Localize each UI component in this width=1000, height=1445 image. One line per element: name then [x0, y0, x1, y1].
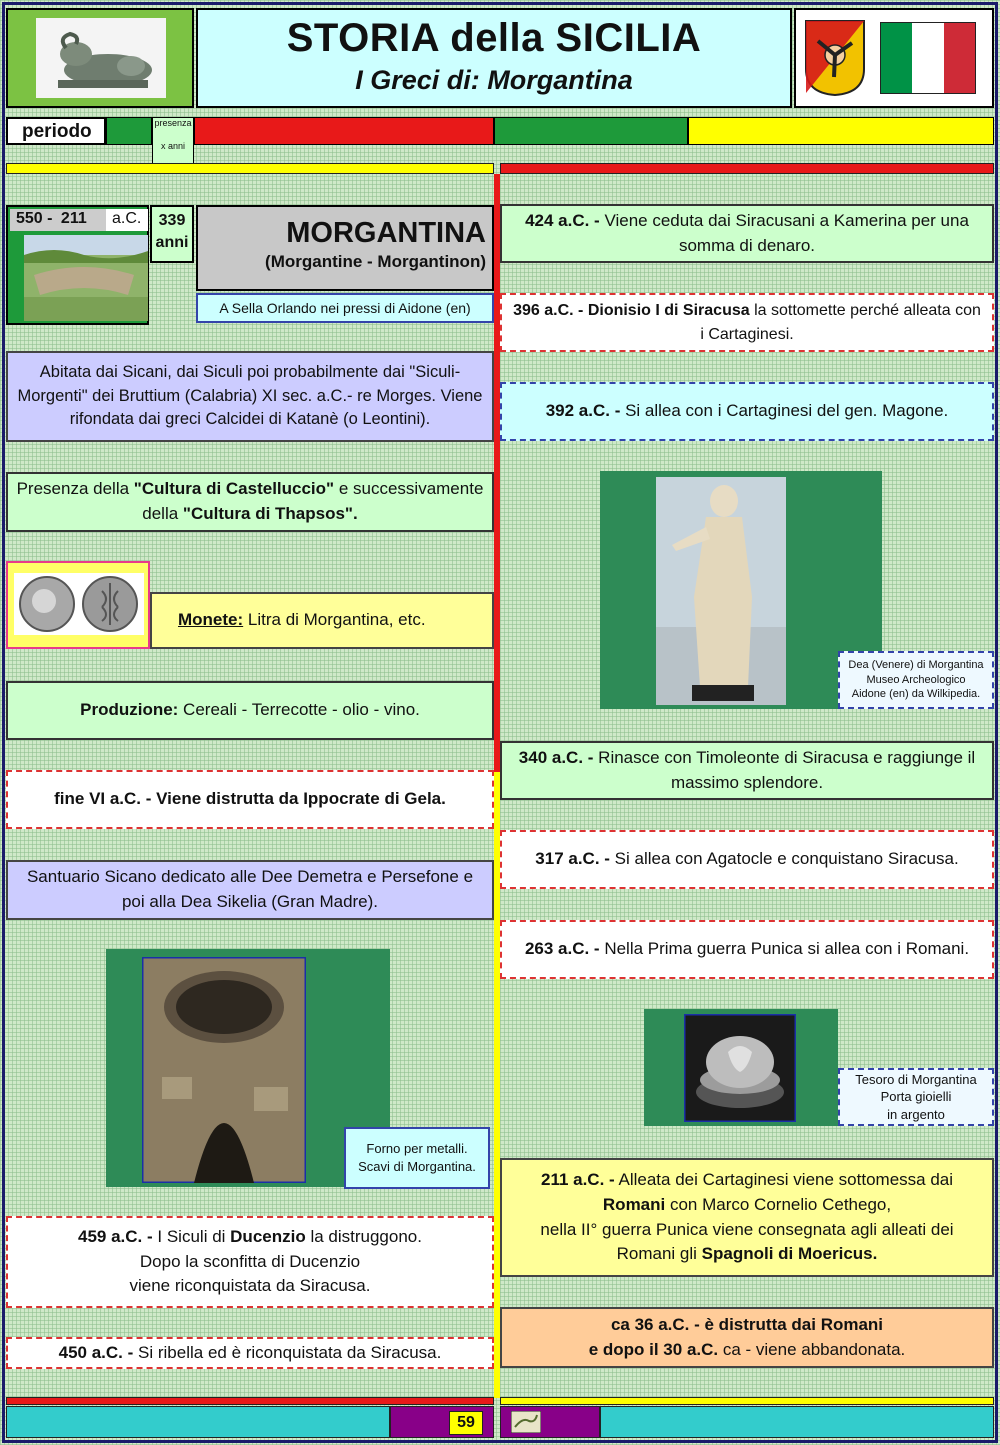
event-263-date: 263 a.C. -: [524, 939, 600, 959]
event-263-text: Nella Prima guerra Punica si allea con i Romani.: [599, 939, 970, 959]
footer-right-purple-bar: [500, 1406, 600, 1438]
periodo-label: periodo: [6, 117, 106, 145]
production-box: [6, 681, 494, 740]
period-bar-green: [106, 117, 152, 145]
event-459-date: 459 a.C. -: [78, 1227, 153, 1247]
culture-text-3: e successivamente della: [142, 479, 484, 523]
site-duration: [150, 205, 194, 263]
presenza-label: presenza: [154, 118, 192, 128]
site-name-panel: [196, 205, 494, 291]
event-459-text-c: la distruggono.: [305, 1227, 422, 1247]
event-211-text-d: nella II° guerra Punica viene consegnata agli alleati dei Romani gli: [540, 1219, 954, 1264]
event-392-text: Si allea con i Cartaginesi del gen. Magone.: [620, 401, 949, 421]
event-459-text-a: I Siculi di: [152, 1227, 231, 1247]
event-211-date: 211 a.C. -: [540, 1170, 615, 1190]
event-317-box: [500, 830, 994, 889]
event-392-box: [500, 382, 994, 441]
site-year-from: 550 -: [16, 210, 53, 227]
treasure-image-panel: [644, 1009, 838, 1126]
event-340-date: 340 a.C. -: [518, 747, 594, 767]
statue-caption-line-3: Aidone (en) da Wilkipedia.: [851, 688, 981, 701]
period-bar-yellow: [688, 117, 994, 145]
map-thumbnail-icon: [511, 1411, 541, 1433]
event-396-date: 396 a.C. - Dionisio I di Siracusa: [513, 302, 750, 320]
site-alt-names: (Morgantine - Morgantinon): [265, 252, 486, 271]
furnace-caption-line-1: Forno per metalli.: [366, 1141, 468, 1157]
coins-text: Litra di Morgantina, etc.: [243, 610, 426, 630]
bronze-ram-image: [36, 18, 166, 98]
site-year-to: 211: [60, 210, 87, 227]
period-bar-green-2: [494, 117, 688, 145]
center-divider-red: [494, 174, 500, 772]
duration-unit: anni: [155, 233, 189, 251]
left-top-yellow-bar: [6, 163, 494, 174]
event-211-spagnoli: Spagnoli di Moericus.: [701, 1244, 878, 1264]
footer-left-cyan-bar: [6, 1406, 390, 1438]
period-bar-red: [194, 117, 494, 145]
event-459-text-e: viene riconquistata da Siracusa.: [129, 1276, 371, 1296]
event-36-box: [500, 1307, 994, 1368]
coins-box: [150, 592, 494, 649]
coins-image-panel: [6, 561, 150, 649]
event-424-text: Viene ceduta dai Siracusani a Kamerina per una somma di denaro.: [599, 210, 969, 255]
event-450-box: [6, 1337, 494, 1369]
production-text: Cereali - Terrecotte - olio - vino.: [178, 700, 420, 720]
footer-right-cyan-bar: [600, 1406, 994, 1438]
header-title-panel: [196, 8, 792, 108]
right-top-red-bar: [500, 163, 994, 174]
production-label: Produzione:: [80, 700, 179, 720]
culture-box: [6, 472, 494, 532]
event-392-date: 392 a.C. -: [545, 401, 621, 421]
event-340-text: Rinasce con Timoleonte di Siracusa e raggiunge il massimo splendore.: [593, 747, 976, 792]
treasure-caption: [838, 1068, 994, 1126]
header-flags-panel: [794, 8, 994, 108]
event-459-box: [6, 1216, 494, 1308]
site-name: MORGANTINA: [286, 217, 486, 249]
duration-number: 339: [158, 212, 186, 229]
page-subtitle: I Greci di: Morgantina: [355, 65, 633, 95]
footer-left-purple-bar: [390, 1406, 494, 1438]
event-211-box: [500, 1158, 994, 1277]
page-number: 59: [449, 1411, 483, 1435]
event-424-date: 424 a.C. -: [525, 210, 600, 230]
culture-text: [16, 477, 484, 526]
treasure-image: [684, 1014, 796, 1122]
destruction-box: fine VI a.C. - Viene distrutta da Ippocrate di Gela.: [6, 770, 494, 829]
furnace-image: [142, 957, 306, 1183]
header-image-panel: [6, 8, 194, 108]
italy-flag-icon: [880, 22, 976, 94]
furnace-caption-line-2: Scavi di Morgantina.: [358, 1159, 476, 1174]
sanctuary-box: Santuario Sicano dedicato alle Dee Demetra e Persefone e poi alla Dea Sikelia (Gran Madre).: [6, 860, 494, 920]
event-459-text-d: Dopo la sconfitta di Ducenzio: [139, 1251, 361, 1271]
culture-thapsos: "Cultura di Thapsos".: [182, 504, 358, 523]
event-317-text: Si allea con Agatocle e conquistano Siracusa.: [609, 849, 959, 869]
culture-castelluccio: "Cultura di Castelluccio": [133, 479, 335, 499]
event-340-box: [500, 741, 994, 800]
sicily-flag-icon: [804, 19, 866, 97]
event-36-text-b: e dopo il 30 a.C.: [588, 1339, 719, 1359]
site-years: [10, 209, 106, 231]
treasure-caption-line-2: Porta gioielli: [880, 1089, 952, 1105]
event-36-text-c: ca - viene abbandonata.: [718, 1339, 906, 1359]
coins-image: [14, 573, 144, 635]
event-211-romani: Romani: [602, 1194, 666, 1214]
event-211-text-a: Alleata dei Cartaginesi viene sottomessa dai: [614, 1170, 954, 1190]
treasure-caption-line-3: in argento: [887, 1106, 945, 1122]
event-459-ducenzio: Ducenzio: [230, 1227, 306, 1247]
origins-box: Abitata dai Sicani, dai Siculi poi probabilmente dai "Siculi-Morgenti" dei Bruttium (Calabria) XI sec. a.C.- re Morges. Viene rifondata dai greci Calcidei di Katanè (o Leontini).: [6, 351, 494, 442]
site-header-panel: [6, 205, 149, 325]
event-396-box: [500, 293, 994, 352]
site-era: a.C.: [106, 209, 148, 231]
footer-right-yellow-bar: [500, 1397, 994, 1405]
footer-left-red-bar: [6, 1397, 494, 1405]
statue-caption: [838, 651, 994, 709]
event-317-date: 317 a.C. -: [535, 849, 610, 869]
furnace-caption: [344, 1127, 490, 1189]
event-396-text: la sottomette perché alleata con i Cartaginesi.: [700, 302, 981, 343]
event-36-text-a: ca 36 a.C. - è distrutta dai Romani: [610, 1314, 884, 1334]
statue-image: [656, 477, 786, 705]
x-anni-label: x anni: [160, 140, 186, 151]
event-263-box: [500, 920, 994, 979]
statue-caption-line-1: Dea (Venere) di Morgantina: [848, 658, 984, 671]
event-450-date: 450 a.C. -: [58, 1342, 134, 1362]
presenza-label-box: [152, 117, 194, 164]
event-424-box: [500, 204, 994, 263]
statue-caption-line-2: Museo Archeologico: [866, 673, 966, 686]
treasure-caption-line-1: Tesoro di Morgantina: [855, 1071, 977, 1087]
event-450-text: Si ribella ed è riconquistata da Siracusa.: [133, 1342, 442, 1362]
page-title: STORIA della SICILIA: [286, 16, 702, 60]
event-211-text-c: con Marco Cornelio Cethego,: [665, 1194, 892, 1214]
site-location: A Sella Orlando nei pressi di Aidone (en): [196, 293, 494, 323]
culture-text-1: Presenza della: [16, 479, 134, 499]
coins-label: Monete:: [178, 610, 244, 630]
morgantina-landscape-image: [24, 235, 148, 321]
